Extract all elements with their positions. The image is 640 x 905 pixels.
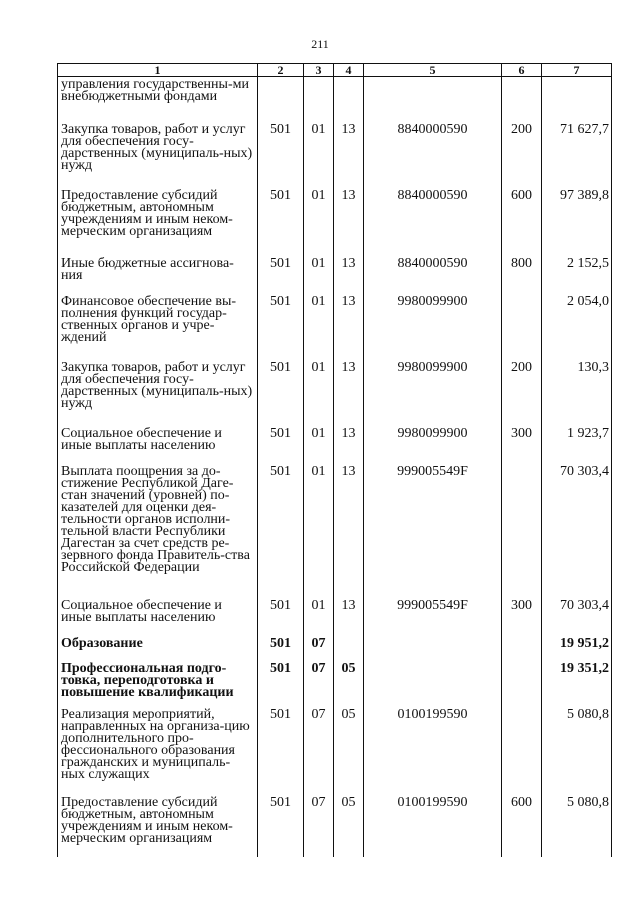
row-col-6: [502, 466, 542, 600]
row-col-5: 8840000590: [364, 190, 502, 258]
row-col-4: 05: [334, 797, 364, 857]
row-col-7: 1 923,7: [542, 428, 612, 466]
row-name: Профессиональная подго-товка, переподготовка и повышение квалификации: [58, 663, 258, 709]
row-col-7: 2 152,5: [542, 258, 612, 296]
row-col-5: 0100199590: [364, 709, 502, 797]
table-row: [58, 77, 612, 124]
row-col-7: 70 303,4: [542, 600, 612, 638]
row-col-6: [502, 77, 542, 124]
page-number: 211: [311, 37, 329, 51]
table-row: [58, 638, 612, 663]
row-col-3: 07: [304, 638, 334, 663]
row-col-7: 70 303,4: [542, 466, 612, 600]
row-col-5: [364, 638, 502, 663]
row-col-6: [502, 663, 542, 709]
row-name: Иные бюджетные ассигнова-ния: [58, 258, 258, 296]
row-col-3: 01: [304, 600, 334, 638]
row-col-2: 501: [258, 296, 304, 362]
row-col-5: 9980099900: [364, 296, 502, 362]
row-col-5: 9980099900: [364, 428, 502, 466]
row-col-4: 13: [334, 362, 364, 428]
row-col-2: 501: [258, 638, 304, 663]
table-row: [58, 190, 612, 258]
row-col-2: 501: [258, 709, 304, 797]
row-col-2: 501: [258, 190, 304, 258]
row-col-3: 01: [304, 190, 334, 258]
row-col-2: 501: [258, 428, 304, 466]
table-row: [58, 362, 612, 428]
row-col-3: 07: [304, 797, 334, 857]
row-col-3: 01: [304, 466, 334, 600]
row-name: Выплата поощрения за до-стижение Республикой Даге-стан значений (уровней) по-казателей для оценки дея-тельности органов исполни-тельной власти Республики Дагестан за счет средств ре-зервного фонда Правитель-ства Российской Федерации: [58, 466, 258, 600]
row-col-7: 5 080,8: [542, 709, 612, 797]
row-col-5: 999005549F: [364, 466, 502, 600]
row-col-7: 19 951,2: [542, 638, 612, 663]
row-name: Предоставление субсидий бюджетным, автономным учреждениям и иным неком-мерческим организациям: [58, 797, 258, 857]
row-col-3: 07: [304, 709, 334, 797]
row-col-5: [364, 663, 502, 709]
row-col-5: 0100199590: [364, 797, 502, 857]
row-name: Закупка товаров, работ и услуг для обеспечения госу-дарственных (муниципаль-ных) нужд: [58, 124, 258, 190]
header-col-3: 3: [304, 64, 334, 77]
row-col-3: 01: [304, 258, 334, 296]
row-col-4: 13: [334, 296, 364, 362]
row-name: управления государственны-ми внебюджетными фондами: [58, 77, 258, 124]
row-col-2: 501: [258, 362, 304, 428]
row-col-4: 13: [334, 428, 364, 466]
row-name: Социальное обеспечение и иные выплаты населению: [58, 428, 258, 466]
table-row: [58, 797, 612, 857]
budget-table: [57, 63, 612, 857]
row-col-2: 501: [258, 663, 304, 709]
table-row: [58, 709, 612, 797]
row-name: Закупка товаров, работ и услуг для обеспечения госу-дарственных (муниципаль-ных) нужд: [58, 362, 258, 428]
row-col-6: 300: [502, 428, 542, 466]
row-col-2: 501: [258, 124, 304, 190]
row-col-6: 600: [502, 190, 542, 258]
row-name: Социальное обеспечение и иные выплаты населению: [58, 600, 258, 638]
table-row: [58, 600, 612, 638]
row-col-7: 5 080,8: [542, 797, 612, 857]
row-col-7: [542, 77, 612, 124]
row-col-7: 2 054,0: [542, 296, 612, 362]
row-col-4: 13: [334, 258, 364, 296]
row-col-3: 01: [304, 428, 334, 466]
row-col-4: 13: [334, 190, 364, 258]
row-col-6: 200: [502, 124, 542, 190]
row-col-6: 800: [502, 258, 542, 296]
row-col-7: 19 351,2: [542, 663, 612, 709]
row-col-6: 300: [502, 600, 542, 638]
row-col-2: 501: [258, 466, 304, 600]
row-col-7: 71 627,7: [542, 124, 612, 190]
row-col-3: [304, 77, 334, 124]
header-row: [58, 64, 612, 77]
table-row: [58, 258, 612, 296]
row-col-6: 200: [502, 362, 542, 428]
row-col-4: 05: [334, 709, 364, 797]
row-col-4: [334, 638, 364, 663]
row-col-2: 501: [258, 797, 304, 857]
row-name: Реализация мероприятий, направленных на организа-цию дополнительного про-фессионального образования гражданских и муниципаль-ных служащих: [58, 709, 258, 797]
header-col-5: 5: [364, 64, 502, 77]
row-col-6: [502, 296, 542, 362]
row-col-5: 8840000590: [364, 124, 502, 190]
row-col-5: 999005549F: [364, 600, 502, 638]
row-col-3: 01: [304, 362, 334, 428]
row-col-4: [334, 77, 364, 124]
row-col-4: 13: [334, 124, 364, 190]
row-col-2: 501: [258, 258, 304, 296]
row-name: Предоставление субсидий бюджетным, автономным учреждениям и иным неком-мерческим организациям: [58, 190, 258, 258]
row-col-4: 13: [334, 466, 364, 600]
row-col-4: 13: [334, 600, 364, 638]
row-col-7: 97 389,8: [542, 190, 612, 258]
row-col-2: 501: [258, 600, 304, 638]
header-col-1: 1: [58, 64, 258, 77]
table-row: [58, 466, 612, 600]
row-col-3: 07: [304, 663, 334, 709]
row-col-6: 600: [502, 797, 542, 857]
table-row: [58, 428, 612, 466]
row-col-5: [364, 77, 502, 124]
row-col-4: 05: [334, 663, 364, 709]
table-row: [58, 296, 612, 362]
row-col-5: 8840000590: [364, 258, 502, 296]
row-col-6: [502, 638, 542, 663]
table-row: [58, 124, 612, 190]
table-row: [58, 663, 612, 709]
row-col-2: [258, 77, 304, 124]
header-col-7: 7: [542, 64, 612, 77]
header-col-2: 2: [258, 64, 304, 77]
row-col-3: 01: [304, 296, 334, 362]
header-col-4: 4: [334, 64, 364, 77]
row-col-6: [502, 709, 542, 797]
header-col-6: 6: [502, 64, 542, 77]
table-body: [58, 77, 612, 857]
row-col-7: 130,3: [542, 362, 612, 428]
row-name: Финансовое обеспечение вы-полнения функций государ-ственных органов и учре-ждений: [58, 296, 258, 362]
row-name: Образование: [58, 638, 258, 663]
row-col-5: 9980099900: [364, 362, 502, 428]
row-col-3: 01: [304, 124, 334, 190]
